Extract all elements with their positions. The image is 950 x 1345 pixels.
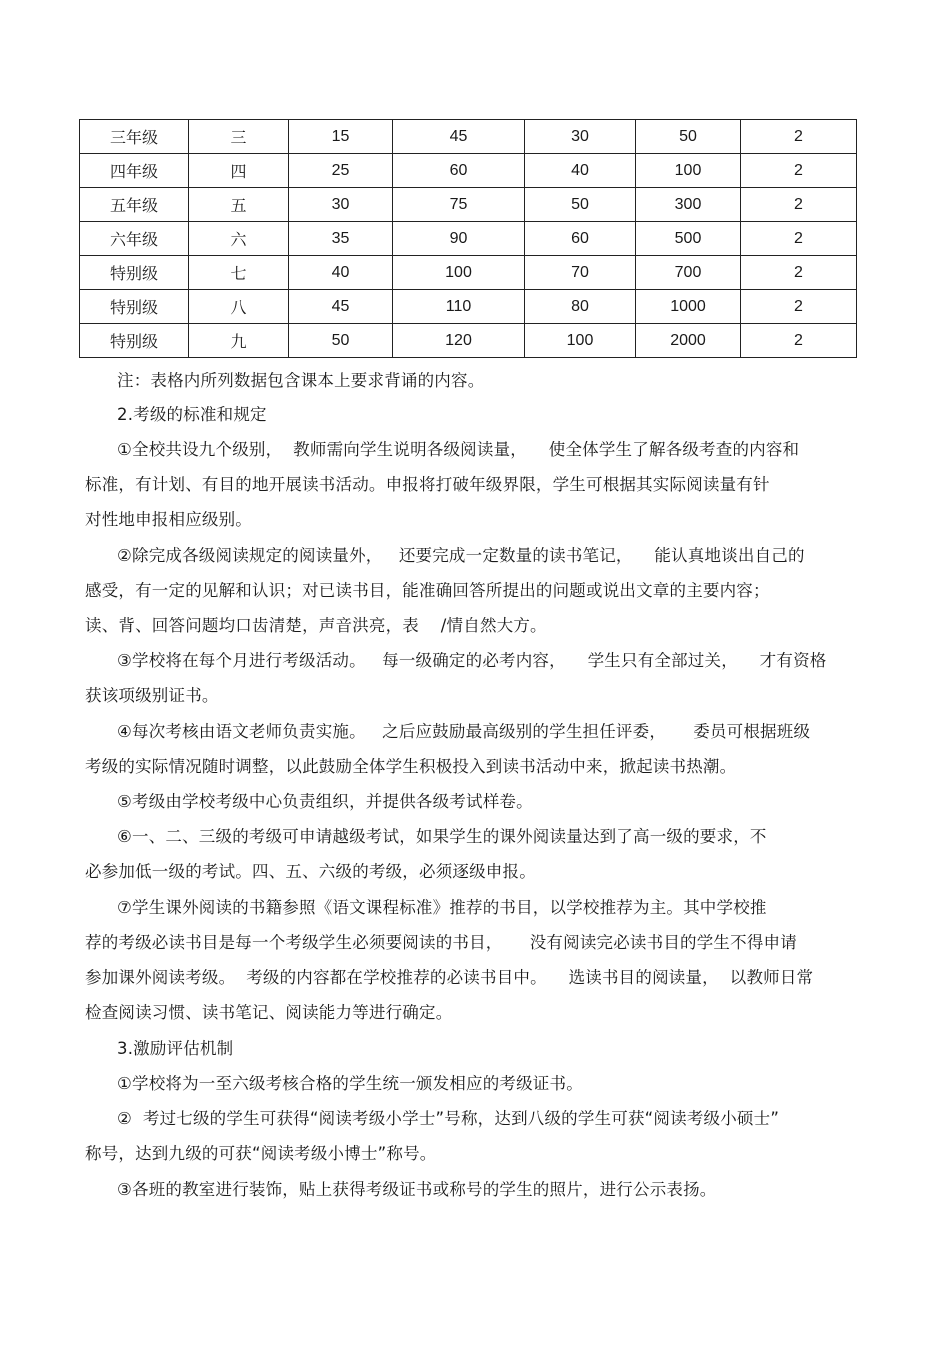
rule-2-line-2: 感受，有一定的见解和认识；对已读书目，能准确回答所提出的问题或说出文章的主要内容； <box>85 581 770 600</box>
rule-7-line-4: 检查阅读习惯、读书笔记、阅读能力等进行确定。 <box>85 1003 453 1022</box>
section-2-title: 2.考级的标准和规定 <box>117 405 267 424</box>
table-cell: 七 <box>189 256 289 290</box>
rule-4-line-2: 考级的实际情况随时调整，以此鼓励全体学生积极投入到读书活动中来，掀起读书热潮。 <box>85 757 737 776</box>
table-cell: 五 <box>189 188 289 222</box>
table-row <box>80 290 857 324</box>
rule-2-line-3: 读、背、回答问题均口齿清楚，声音洪亮，表 /情自然大方。 <box>85 616 547 635</box>
table-row <box>80 324 857 358</box>
section-3-title: 3.激励评估机制 <box>117 1039 234 1058</box>
table-cell: 40 <box>525 154 636 188</box>
table-row <box>80 256 857 290</box>
table-cell: 2 <box>741 290 857 324</box>
rule-6-line-2: 必参加低一级的考试。四、五、六级的考级，必须逐级申报。 <box>85 862 536 881</box>
table-cell: 2 <box>741 222 857 256</box>
table-cell: 2 <box>741 120 857 154</box>
table-cell: 100 <box>393 256 525 290</box>
table-cell: 40 <box>289 256 393 290</box>
table-row <box>80 120 857 154</box>
table-cell: 110 <box>393 290 525 324</box>
incentive-3-line-1: ③各班的教室进行装饰，贴上获得考级证书或称号的学生的照片，进行公示表扬。 <box>117 1180 717 1199</box>
rule-4-line-1: ④每次考核由语文老师负责实施。 之后应鼓励最高级别的学生担任评委， 委员可根据班级 <box>117 722 811 741</box>
table-cell: 60 <box>525 222 636 256</box>
table-cell: 2 <box>741 324 857 358</box>
table-cell: 2 <box>741 154 857 188</box>
grade-table-body <box>80 120 857 358</box>
table-cell: 50 <box>289 324 393 358</box>
table-cell: 四年级 <box>80 154 189 188</box>
table-cell: 六 <box>189 222 289 256</box>
table-cell: 五年级 <box>80 188 189 222</box>
rule-7-line-1: ⑦学生课外阅读的书籍参照《语文课程标准》推荐的书目，以学校推荐为主。其中学校推 <box>117 898 767 917</box>
rule-1-line-1: ①全校共设九个级别， 教师需向学生说明各级阅读量， 使全体学生了解各级考查的内容和 <box>117 440 800 459</box>
incentive-2-line-1: ② 考过七级的学生可获得“阅读考级小学士”号称，达到八级的学生可获“阅读考级小硕士” <box>117 1109 780 1128</box>
grade-table <box>79 119 857 358</box>
table-cell: 2 <box>741 188 857 222</box>
table-note: 注：表格内所列数据包含课本上要求背诵的内容。 <box>117 371 485 390</box>
table-cell: 2000 <box>636 324 741 358</box>
rule-7-line-3: 参加课外阅读考级。 考级的内容都在学校推荐的必读书目中。 选读书目的阅读量， 以教师日常 <box>85 968 814 987</box>
rule-2-line-1: ②除完成各级阅读规定的阅读量外， 还要完成一定数量的读书笔记， 能认真地谈出自己的 <box>117 546 805 565</box>
table-cell: 特别级 <box>80 256 189 290</box>
rule-1-line-3: 对性地申报相应级别。 <box>85 510 252 529</box>
table-cell: 六年级 <box>80 222 189 256</box>
rule-3-line-1: ③学校将在每个月进行考级活动。 每一级确定的必考内容， 学生只有全部过关， 才有资格 <box>117 651 827 670</box>
table-cell: 1000 <box>636 290 741 324</box>
rule-5-line-1: ⑤考级由学校考级中心负责组织，并提供各级考试样卷。 <box>117 792 533 811</box>
table-cell: 120 <box>393 324 525 358</box>
table-cell: 75 <box>393 188 525 222</box>
incentive-1-line-1: ①学校将为一至六级考核合格的学生统一颁发相应的考级证书。 <box>117 1074 583 1093</box>
table-cell: 八 <box>189 290 289 324</box>
table-cell: 90 <box>393 222 525 256</box>
table-cell: 25 <box>289 154 393 188</box>
rule-6-line-1: ⑥一、二、三级的考级可申请越级考试，如果学生的课外阅读量达到了高一级的要求，不 <box>117 827 767 846</box>
table-cell: 100 <box>525 324 636 358</box>
grade-table-container <box>79 119 857 358</box>
rule-1-line-2: 标准，有计划、有目的地开展读书活动。申报将打破年级界限，学生可根据其实际阅读量有针 <box>85 475 770 494</box>
rule-3-line-2: 获该项级别证书。 <box>85 686 219 705</box>
table-cell: 四 <box>189 154 289 188</box>
table-row <box>80 222 857 256</box>
table-cell: 45 <box>289 290 393 324</box>
table-cell: 特别级 <box>80 324 189 358</box>
table-cell: 三 <box>189 120 289 154</box>
table-cell: 30 <box>525 120 636 154</box>
table-cell: 15 <box>289 120 393 154</box>
table-cell: 60 <box>393 154 525 188</box>
table-cell: 70 <box>525 256 636 290</box>
table-cell: 80 <box>525 290 636 324</box>
table-cell: 300 <box>636 188 741 222</box>
table-cell: 50 <box>636 120 741 154</box>
table-cell: 100 <box>636 154 741 188</box>
table-cell: 50 <box>525 188 636 222</box>
incentive-2-line-2: 称号，达到九级的可获“阅读考级小博士”称号。 <box>85 1144 437 1163</box>
table-cell: 特别级 <box>80 290 189 324</box>
table-cell: 30 <box>289 188 393 222</box>
table-cell: 35 <box>289 222 393 256</box>
table-cell: 45 <box>393 120 525 154</box>
rule-7-line-2: 荐的考级必读书目是每一个考级学生必须要阅读的书目， 没有阅读完必读书目的学生不得申请 <box>85 933 797 952</box>
table-cell: 700 <box>636 256 741 290</box>
table-row <box>80 188 857 222</box>
table-row <box>80 154 857 188</box>
table-cell: 九 <box>189 324 289 358</box>
table-cell: 2 <box>741 256 857 290</box>
table-cell: 500 <box>636 222 741 256</box>
table-cell: 三年级 <box>80 120 189 154</box>
